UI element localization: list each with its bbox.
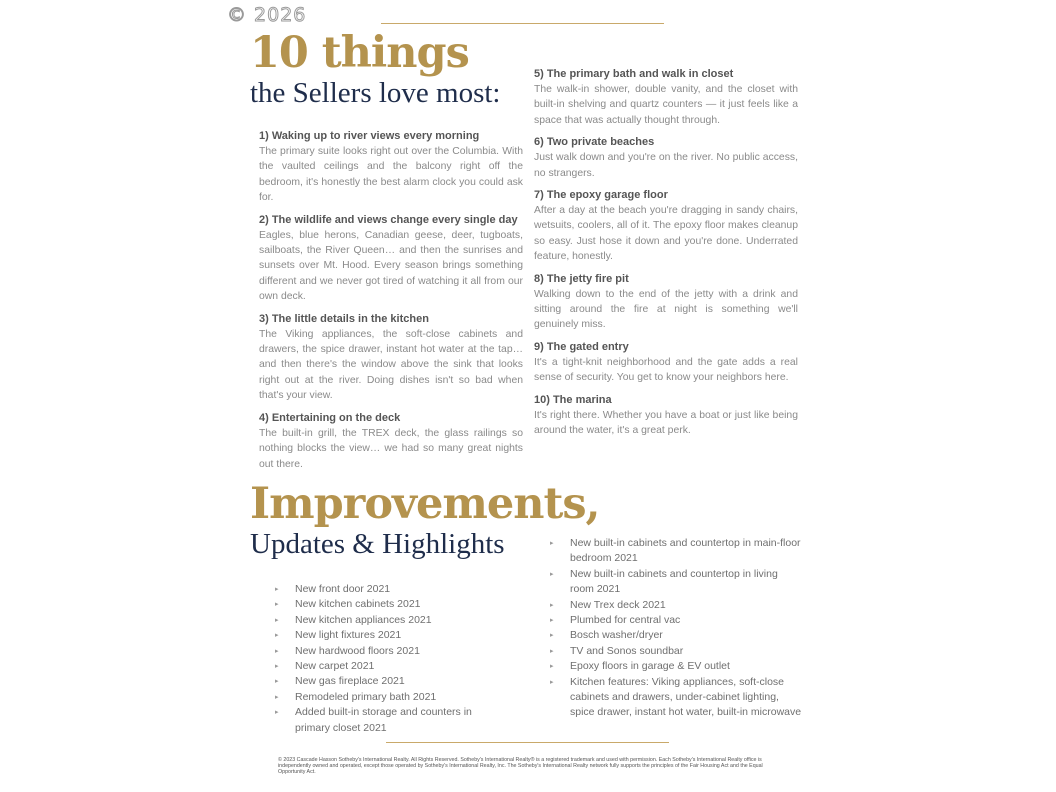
- item-title: 3) The little details in the kitchen: [259, 312, 429, 325]
- item-body: After a day at the beach you're dragging in sandy chairs, wetsuits, coolers, all of it. The epoxy floor makes cleanup so easy. Just hose it down and you're done. Underrated feature, honestly.: [534, 205, 798, 263]
- list-item: ▸ Plumbed for central vac: [550, 613, 802, 628]
- things-column-left: [259, 129, 523, 479]
- top-divider: [381, 23, 664, 24]
- item-body: Walking down to the end of the jetty with a drink and sitting around the fire at night is something we'll genuinely miss.: [534, 288, 798, 331]
- item-title: 8) The jetty fire pit: [534, 272, 629, 285]
- item-title: 4) Entertaining on the deck: [259, 411, 401, 424]
- section2-title-navy: Updates & Highlights: [250, 528, 505, 560]
- item-title: 7) The epoxy garage floor: [534, 189, 668, 202]
- list-item: ▸ New kitchen cabinets 2021: [275, 597, 507, 612]
- improvements-list-left: [275, 582, 507, 736]
- list-item: ▸ TV and Sonos soundbar: [550, 644, 802, 659]
- section1-title-navy: the Sellers love most:: [250, 77, 501, 109]
- item-title: 10) The marina: [534, 393, 612, 406]
- improvements-list-right: [550, 536, 802, 721]
- list-item: ▸ Kitchen features: Viking appliances, soft-close cabinets and drawers, under-cabinet lighting, spice drawer, instant hot water, built-in microwave: [550, 675, 802, 721]
- item-body: The Viking appliances, the soft-close cabinets and drawers, the spice drawer, instant hot water at the tap… and then there's the window above the sink that looks right out at the river. Doing dishes isn't so bad when that's your view.: [259, 328, 523, 402]
- item-body: Eagles, blue herons, Canadian geese, deer, tugboats, sailboats, the River Queen… and then the sunrises and sunsets over Mt. Hood. Every season brings something different and we never got tired of watching it all from our own deck.: [259, 229, 523, 303]
- list-item: [259, 411, 523, 472]
- list-item: [534, 135, 798, 181]
- list-item: ▸ New gas fireplace 2021: [275, 674, 507, 689]
- list-item: ▸ New built-in cabinets and countertop in living room 2021: [550, 567, 802, 598]
- list-item: ▸ Epoxy floors in garage & EV outlet: [550, 659, 802, 674]
- list-item: ▸ Added built-in storage and counters in primary closet 2021: [275, 705, 507, 736]
- legal-footer: © 2023 Cascade Hasson Sotheby's International Realty. All Rights Reserved. Sotheby's International Realty® is a registered trademark and used with permission. Each Sotheby's International Realty office is independently owned and operated, except those operated by Sotheby's International Realty, Inc. The Sotheby's International Realty network fully supports the principles of the Fair Housing Act and the Equal Opportunity Act.: [278, 757, 763, 776]
- list-item: [259, 213, 523, 305]
- item-title: 6) Two private beaches: [534, 136, 655, 149]
- things-column-right: [534, 67, 798, 446]
- item-title: 2) The wildlife and views change every single day: [259, 213, 518, 226]
- list-item: ▸ New light fixtures 2021: [275, 628, 507, 643]
- item-title: 5) The primary bath and walk in closet: [534, 68, 734, 80]
- list-item: [534, 340, 798, 386]
- item-body: It's right there. Whether you have a boat or just like being around the water, it's a great perk.: [534, 409, 798, 437]
- list-item: ▸ New kitchen appliances 2021: [275, 613, 507, 628]
- item-body: The primary suite looks right out over the Columbia. With the vaulted ceilings and the balcony right off the bedroom, it's honestly the best alarm clock you could ask for.: [259, 146, 523, 204]
- list-item: [259, 129, 523, 206]
- list-item: ▸ Remodeled primary bath 2021: [275, 690, 507, 705]
- item-body: The built-in grill, the TREX deck, the glass railings so nothing blocks the view… we had so many great nights out there.: [259, 427, 523, 470]
- list-item: [534, 393, 798, 439]
- item-title: 1) Waking up to river views every morning: [259, 130, 480, 142]
- section2-title-gold: Improvements,: [250, 479, 600, 529]
- item-body: It's a tight-knit neighborhood and the gate adds a real sense of security. You get to know your neighbors here.: [534, 356, 798, 384]
- item-body: Just walk down and you're on the river. No public access, no strangers.: [534, 152, 798, 179]
- list-item: [259, 312, 523, 404]
- list-item: ▸ New hardwood floors 2021: [275, 644, 507, 659]
- list-item: ▸ New front door 2021: [275, 582, 507, 597]
- item-body: The walk-in shower, double vanity, and the closet with built-in shelving and quartz counters — it just feels like a space that was actually thought through.: [534, 84, 798, 126]
- list-item: ▸ New carpet 2021: [275, 659, 507, 674]
- copyright-watermark: © 2026: [227, 4, 307, 26]
- list-item: ▸ Bosch washer/dryer: [550, 628, 802, 643]
- section1-title-gold: 10 things: [250, 28, 469, 78]
- item-title: 9) The gated entry: [534, 340, 629, 353]
- list-item: ▸ New built-in cabinets and countertop in main-floor bedroom 2021: [550, 536, 802, 567]
- list-item: [534, 272, 798, 333]
- list-item: [534, 67, 798, 128]
- bottom-divider: [386, 742, 669, 743]
- list-item: [534, 188, 798, 265]
- list-item: ▸ New Trex deck 2021: [550, 598, 802, 613]
